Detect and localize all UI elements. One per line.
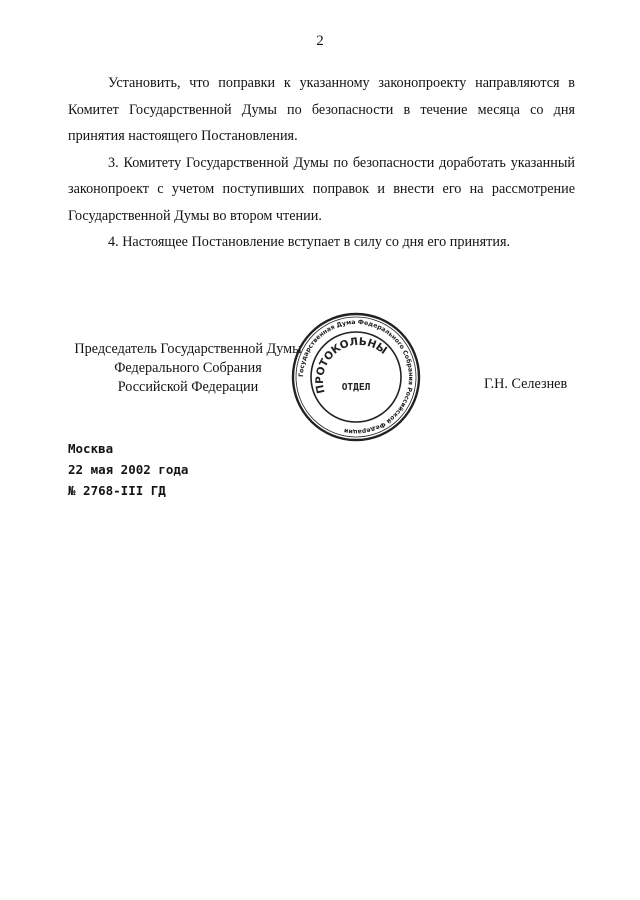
signature-title-line: Российской Федерации [117, 379, 259, 395]
signature-title-line: Федерального Собрания [114, 360, 262, 376]
signature-title-line: Председатель Государственной Думы [74, 341, 302, 357]
signer-name: Г.Н. Селезнев [484, 376, 568, 392]
footer-city: Москва [68, 441, 114, 456]
stamp-inner-text: ПРОТОКОЛЬНЫЙ [313, 335, 390, 395]
official-stamp [291, 312, 421, 442]
signature-title [68, 340, 308, 397]
footer-date: 22 мая 2002 года [68, 462, 189, 477]
stamp-outer-ring-thin [296, 317, 416, 437]
resolution-body [68, 70, 575, 256]
footer-number: № 2768-III ГД [68, 483, 166, 498]
paragraph-committee: 3. Комитету Государственной Думы по безопасности доработать указанный законопроект с учетом поступивших поправок и внести его на рассмотрение Государственной Думы во втором чтении. [68, 154, 575, 224]
stamp-outer-ring [293, 314, 419, 440]
page-number: 2 [316, 33, 324, 49]
paragraph-effective: 4. Настоящее Постановление вступает в силу со дня его принятия. [108, 234, 511, 250]
document-footer [68, 438, 188, 501]
paragraph-amendments: Установить, что поправки к указанному законопроекту направляются в Комитет Государственной Думы по безопасности в течение месяца со дня принятия настоящего Постановления. [68, 75, 575, 144]
stamp-outer-text: Государственная Дума Федерального Собрания Российской Федерации [297, 318, 415, 436]
stamp-center-text: ОТДЕЛ [341, 382, 371, 393]
